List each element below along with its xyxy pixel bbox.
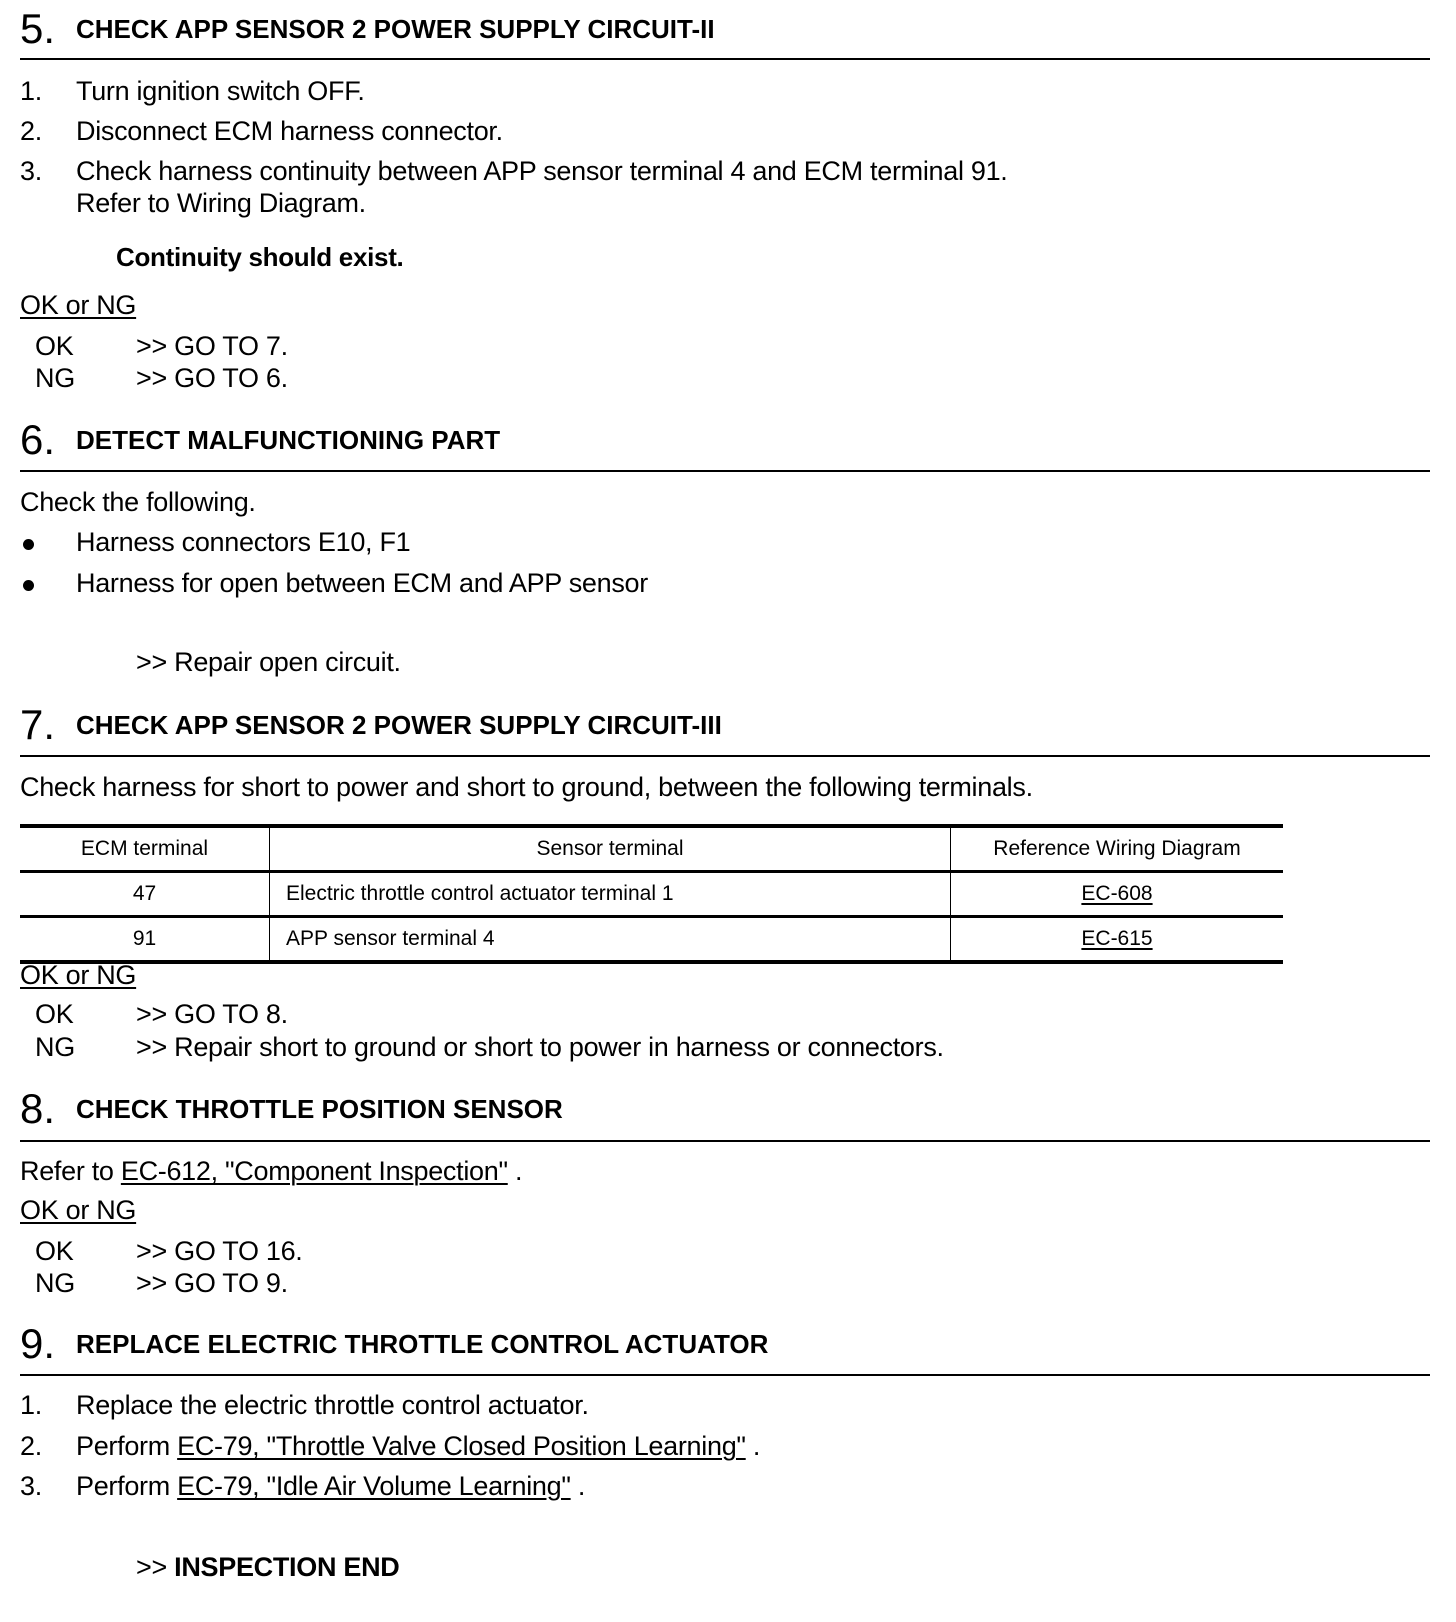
throttle-valve-learning-link[interactable]: EC-79, "Throttle Valve Closed Position Learning" [177, 1431, 746, 1461]
ng-action: >> GO TO 6. [136, 363, 288, 393]
column-header: ECM terminal [20, 826, 270, 872]
step-title: DETECT MALFUNCTIONING PART [76, 425, 501, 455]
step-number: 9. [20, 1320, 56, 1367]
list-item [76, 1473, 585, 1500]
wiring-diagram-link[interactable]: EC-608 [1081, 882, 1153, 905]
perform-text: Perform [76, 1471, 170, 1501]
sensor-terminal-cell: Electric throttle control actuator terminal 1 [270, 872, 951, 917]
ng-label: NG [35, 1268, 75, 1298]
list-item: Replace the electric throttle control actuator. [76, 1390, 589, 1420]
table-header-row [20, 826, 1283, 872]
ok-label: OK [35, 999, 74, 1029]
column-header: Reference Wiring Diagram [993, 837, 1241, 860]
step-title: CHECK APP SENSOR 2 POWER SUPPLY CIRCUIT-III [76, 710, 722, 740]
ok-label: OK [35, 1236, 74, 1266]
ecm-terminal-cell: 91 [20, 917, 270, 963]
list-item: Check harness continuity between APP sensor terminal 4 and ECM terminal 91. [76, 156, 1008, 186]
list-number: 1. [20, 1390, 42, 1420]
list-item: Disconnect ECM harness connector. [76, 116, 503, 146]
terminal-table [20, 824, 1283, 964]
ok-or-ng-label: OK or NG [20, 290, 137, 320]
intro-text: Check the following. [20, 487, 256, 517]
divider [20, 58, 1430, 60]
ok-or-ng-label: OK or NG [20, 1195, 137, 1225]
step-title: REPLACE ELECTRIC THROTTLE CONTROL ACTUATOR [76, 1329, 769, 1359]
perform-text: Perform [76, 1431, 170, 1461]
ng-label: NG [35, 363, 75, 393]
intro-text: Check harness for short to power and short to ground, between the following terminals. [20, 772, 1033, 802]
component-inspection-link[interactable]: EC-612, "Component Inspection" [120, 1156, 508, 1186]
list-number: 2. [20, 116, 42, 146]
end-text: INSPECTION END [174, 1552, 400, 1582]
list-item-continued: Refer to Wiring Diagram. [76, 188, 366, 218]
step-number: 7. [20, 701, 56, 748]
ecm-terminal-cell: 47 [20, 872, 270, 917]
ok-label: OK [35, 331, 74, 361]
specification: Continuity should exist. [116, 242, 404, 272]
bullet-icon [23, 539, 34, 550]
divider [20, 1374, 1430, 1376]
ng-action: >> Repair short to ground or short to power in harness or connectors. [136, 1032, 944, 1062]
wiring-diagram-link[interactable]: EC-615 [1081, 927, 1153, 950]
ok-action: >> GO TO 8. [136, 999, 288, 1029]
ok-action: >> GO TO 16. [136, 1236, 303, 1266]
refer-suffix: . [514, 1156, 523, 1186]
refer-line [20, 1158, 522, 1185]
suffix: . [577, 1471, 586, 1501]
step-title: CHECK APP SENSOR 2 POWER SUPPLY CIRCUIT-II [76, 14, 715, 44]
table-row [20, 872, 1283, 917]
divider [20, 755, 1430, 757]
step-number: 8. [20, 1085, 56, 1132]
list-item: Harness for open between ECM and APP sensor [76, 568, 648, 598]
ok-or-ng-label: OK or NG [20, 960, 137, 990]
table-row [20, 917, 1283, 963]
step-title: CHECK THROTTLE POSITION SENSOR [76, 1094, 563, 1124]
bullet-icon [23, 580, 34, 591]
action-text: >> Repair open circuit. [136, 647, 401, 677]
ok-action: >> GO TO 7. [136, 331, 288, 361]
list-item [76, 1433, 760, 1460]
ng-label: NG [35, 1032, 75, 1062]
ng-action: >> GO TO 9. [136, 1268, 288, 1298]
suffix: . [752, 1431, 761, 1461]
list-item: Turn ignition switch OFF. [76, 76, 365, 106]
refer-prefix: Refer to [20, 1156, 114, 1186]
list-number: 2. [20, 1431, 42, 1461]
list-number: 3. [20, 1471, 42, 1501]
step-number: 5. [20, 5, 56, 52]
divider [20, 470, 1430, 472]
list-number: 3. [20, 156, 42, 186]
step-number: 6. [20, 416, 56, 463]
sensor-terminal-cell: APP sensor terminal 4 [270, 917, 951, 963]
list-number: 1. [20, 76, 42, 106]
end-prefix: >> [136, 1552, 167, 1582]
inspection-end [136, 1554, 399, 1581]
divider [20, 1140, 1430, 1142]
column-header: Sensor terminal [270, 826, 951, 872]
idle-air-volume-learning-link[interactable]: EC-79, "Idle Air Volume Learning" [177, 1471, 571, 1501]
list-item: Harness connectors E10, F1 [76, 527, 411, 557]
